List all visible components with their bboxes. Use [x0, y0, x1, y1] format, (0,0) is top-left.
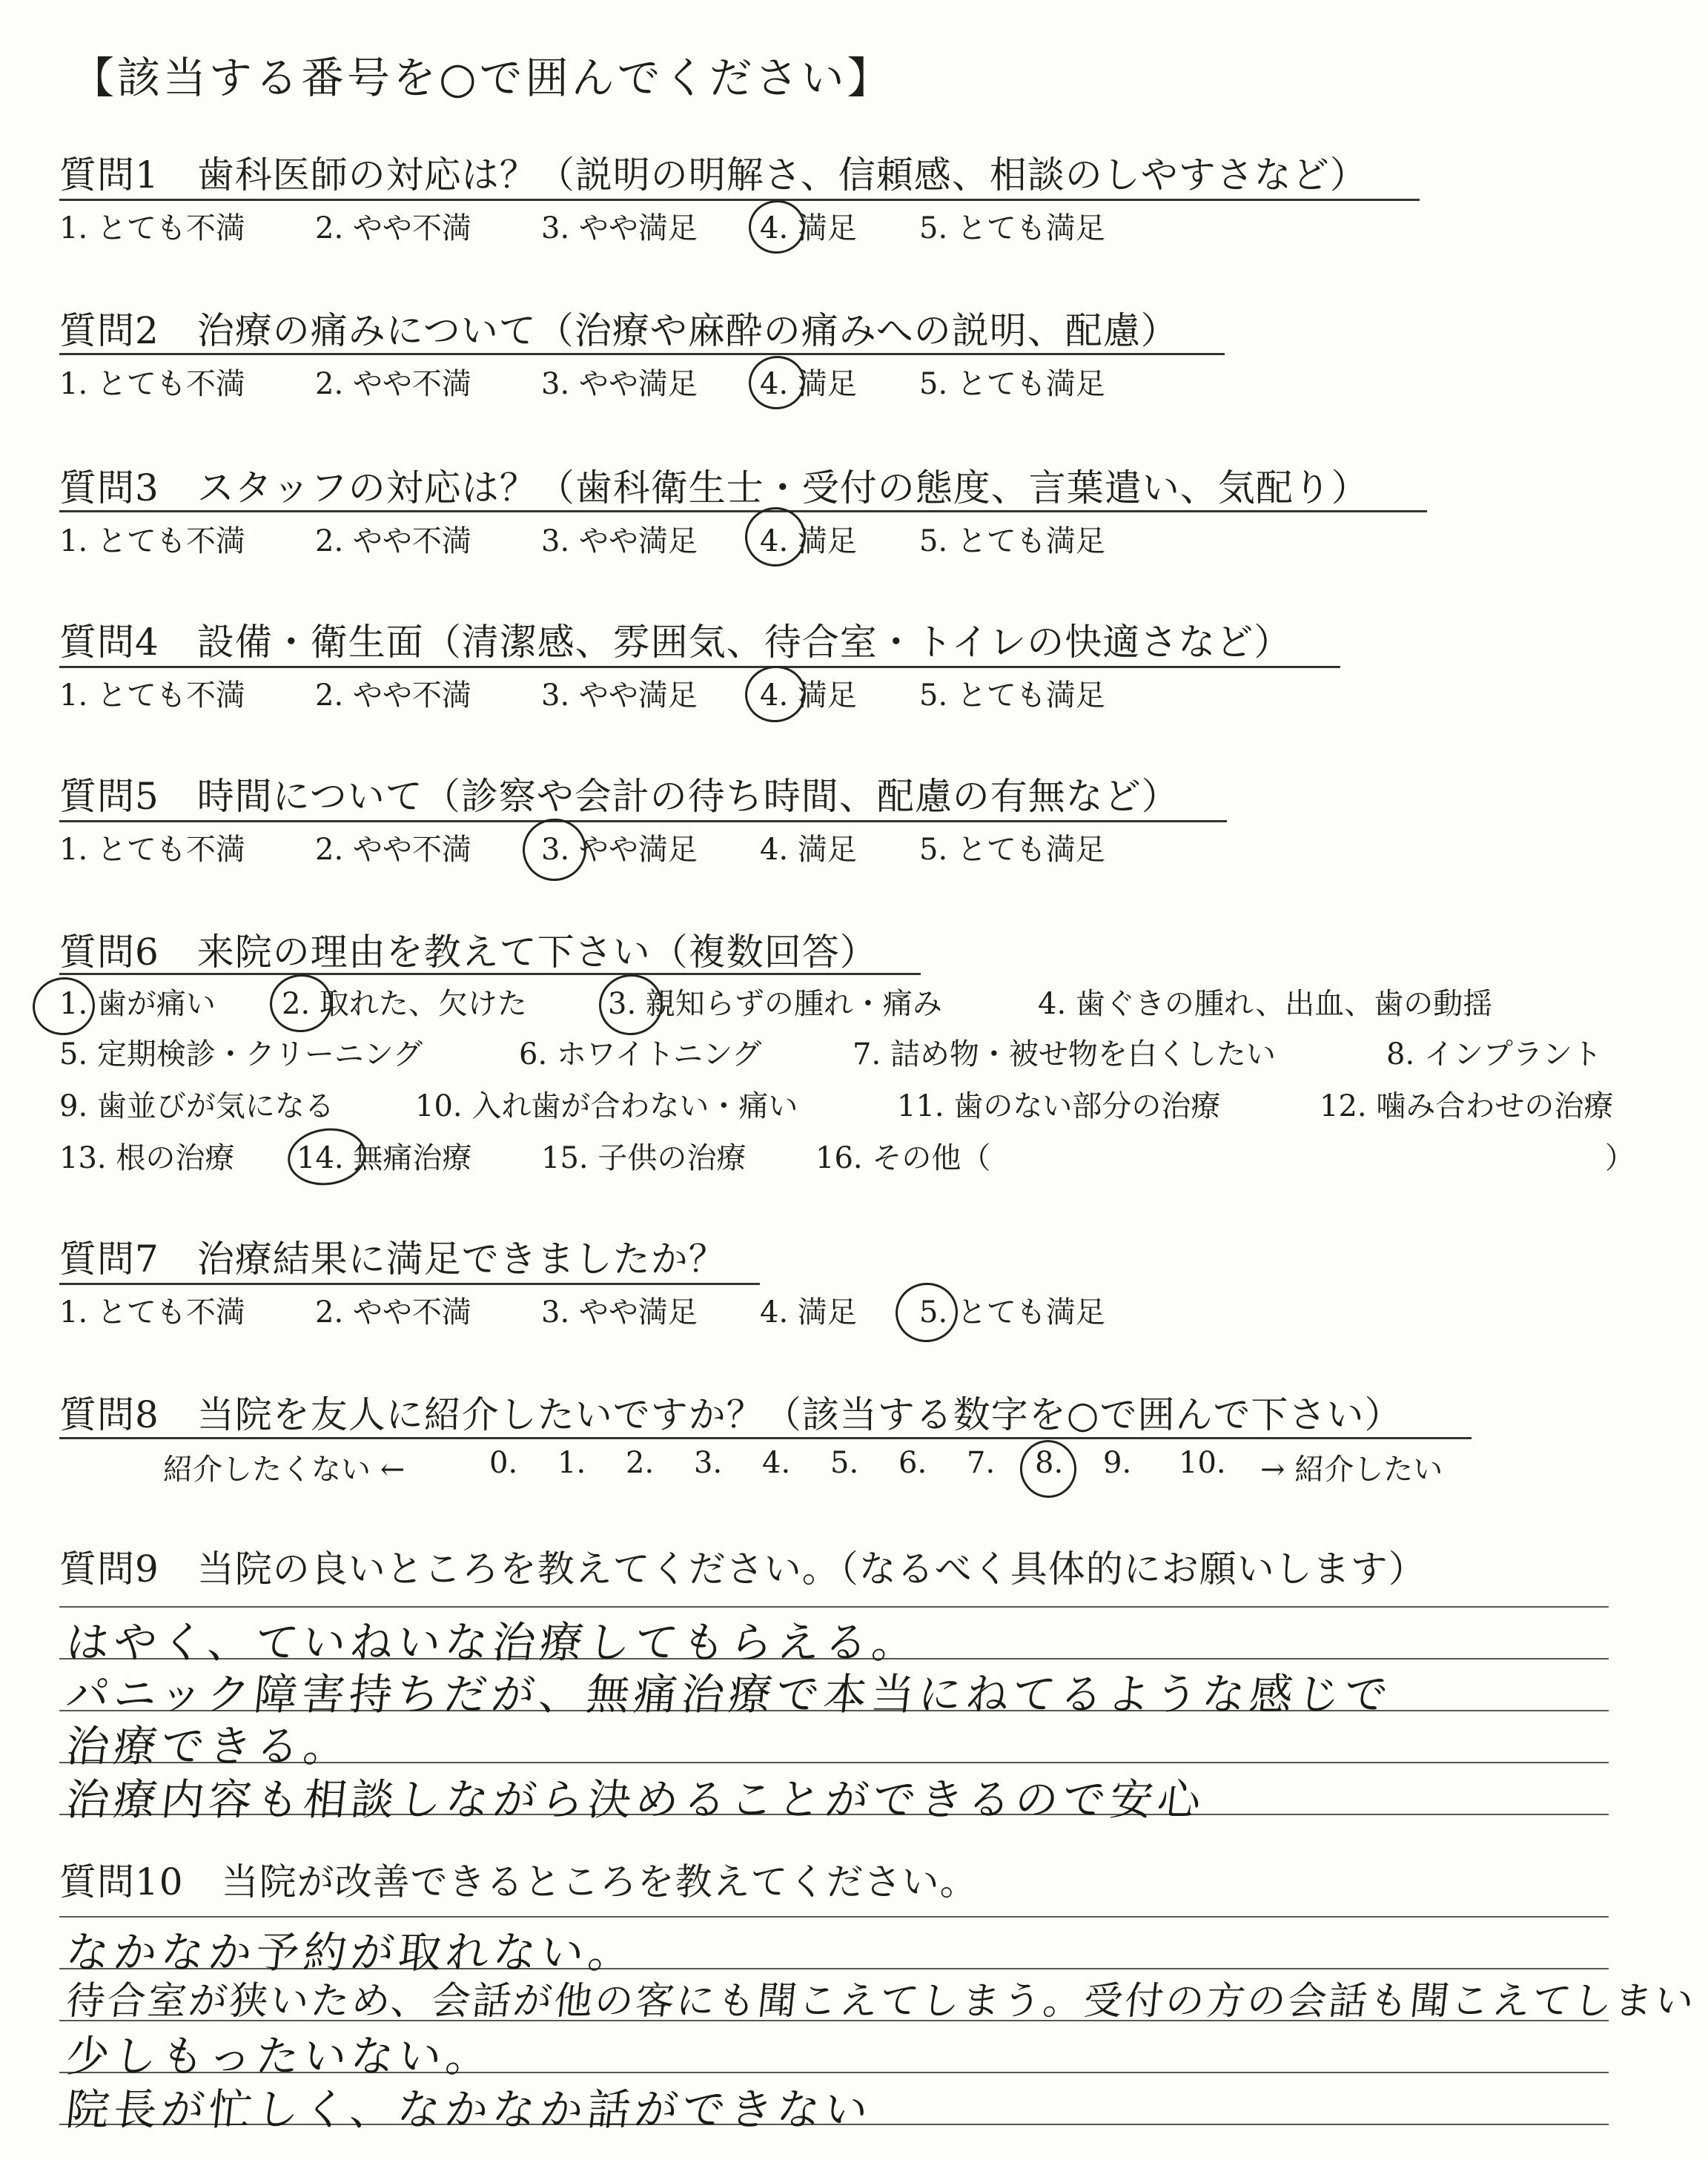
reason-14[interactable]: 14. 無痛治療: [297, 1141, 472, 1175]
question-2-label: 質問2 治療の痛みについて（治療や麻酔の痛みへの説明、配慮）: [59, 309, 1179, 352]
reason-4[interactable]: 4. 歯ぐきの腫れ、出血、歯の動揺: [1038, 987, 1493, 1021]
reason-10[interactable]: 10. 入れ歯が合わない・痛い: [415, 1089, 798, 1123]
question-7-options: [59, 1289, 1690, 1333]
option-4[interactable]: 4. 満足: [760, 1295, 857, 1330]
reason-16[interactable]: 16. その他（: [815, 1141, 991, 1175]
reason-13[interactable]: 13. 根の治療: [59, 1141, 235, 1175]
scale-high-label: → 紹介したい: [1260, 1453, 1443, 1487]
question-10-label: 質問10 当院が改善できるところを教えてください。: [59, 1860, 978, 1903]
reason-row-1: [59, 980, 1690, 1025]
good-point-answer-line-3: 治療できる。: [63, 1721, 354, 1771]
option-2[interactable]: 2. やや不満: [315, 678, 471, 713]
option-5[interactable]: 5. とても満足: [919, 678, 1105, 713]
option-2[interactable]: 2. やや不満: [315, 1295, 471, 1330]
option-4[interactable]: 4. 満足: [760, 678, 857, 713]
question-9-label: 質問9 当院の良いところを教えてください。（なるべく具体的にお願いします）: [59, 1548, 1426, 1591]
option-5[interactable]: 5. とても満足: [919, 367, 1105, 401]
option-4[interactable]: 4. 満足: [760, 211, 857, 245]
option-2[interactable]: 2. やや不満: [315, 524, 471, 558]
good-point-answer-line-4: 治療内容も相談しながら決めることができるので安心: [63, 1774, 1208, 1825]
recommend-scale: [163, 1446, 1572, 1490]
option-1[interactable]: 1. とても不満: [59, 367, 245, 401]
option-2[interactable]: 2. やや不満: [315, 211, 471, 245]
reason-16-close-paren: ）: [1605, 1141, 1635, 1175]
question-7-underline: [59, 1283, 760, 1285]
scale-9[interactable]: 9.: [1103, 1446, 1132, 1480]
option-1[interactable]: 1. とても不満: [59, 1295, 245, 1330]
reason-row-3: [59, 1083, 1690, 1127]
reason-5[interactable]: 5. 定期検診・クリーニング: [59, 1037, 423, 1071]
good-point-answer-line-2: パニック障害持ちだが、無痛治療で本当にねてるような感じで: [63, 1669, 1395, 1720]
question-2-underline: [59, 353, 1225, 355]
question-8-label: 質問8 当院を友人に紹介したいですか？（該当する数字を○で囲んで下さい）: [59, 1393, 1403, 1436]
scale-1[interactable]: 1.: [557, 1446, 586, 1480]
question-5-options: [59, 826, 1690, 871]
question-8-underline: [59, 1437, 1472, 1439]
scale-6[interactable]: 6.: [898, 1446, 927, 1480]
question-3-underline: [59, 510, 1427, 512]
page-title: 【該当する番号を○で囲んでください】: [71, 53, 893, 103]
question-5-label: 質問5 時間について（診察や会計の待ち時間、配慮の有無など）: [59, 775, 1179, 818]
option-4[interactable]: 4. 満足: [760, 367, 857, 401]
option-2[interactable]: 2. やや不満: [315, 833, 471, 867]
reason-12[interactable]: 12. 噛み合わせの治療: [1320, 1089, 1614, 1123]
option-3[interactable]: 3. やや満足: [541, 1295, 698, 1330]
reason-row-4: [59, 1135, 1690, 1179]
question-1-underline: [59, 199, 1420, 201]
option-3[interactable]: 3. やや満足: [541, 367, 698, 401]
reason-row-2: [59, 1031, 1690, 1075]
reason-6[interactable]: 6. ホワイトニング: [519, 1037, 762, 1071]
question-6-label: 質問6 来院の理由を教えて下さい（複数回答）: [59, 931, 878, 974]
scale-low-label: 紹介したくない ←: [163, 1453, 406, 1487]
reason-8[interactable]: 8. インプラント: [1386, 1037, 1602, 1071]
option-3[interactable]: 3. やや満足: [541, 211, 698, 245]
scale-7[interactable]: 7.: [967, 1446, 996, 1480]
reason-1[interactable]: 1. 歯が痛い: [59, 987, 216, 1021]
question-6-underline: [59, 973, 921, 975]
reason-2[interactable]: 2. 取れた、欠けた: [282, 987, 527, 1021]
question-4-options: [59, 672, 1690, 716]
option-4[interactable]: 4. 満足: [760, 524, 857, 558]
improvement-answer-line-1: なかなか予約が取れない。: [63, 1927, 639, 1978]
question-7-label: 質問7 治療結果に満足できましたか？: [59, 1238, 726, 1281]
option-4[interactable]: 4. 満足: [760, 833, 857, 867]
question-4-label: 質問4 設備・衛生面（清潔感、雰囲気、待合室・トイレの快適さなど）: [59, 621, 1292, 664]
option-5[interactable]: 5. とても満足: [919, 1295, 1105, 1330]
reason-11[interactable]: 11. 歯のない部分の治療: [897, 1089, 1221, 1123]
scale-2[interactable]: 2.: [626, 1446, 655, 1480]
reason-7[interactable]: 7. 詰め物・被せ物を白くしたい: [853, 1037, 1276, 1071]
question-4-underline: [59, 666, 1340, 668]
option-2[interactable]: 2. やや不満: [315, 367, 471, 401]
reason-15[interactable]: 15. 子供の治療: [541, 1141, 747, 1175]
question-5-underline: [59, 820, 1227, 822]
reason-3[interactable]: 3. 親知らずの腫れ・痛み: [608, 987, 942, 1021]
option-3[interactable]: 3. やや満足: [541, 678, 698, 713]
option-3[interactable]: 3. やや満足: [541, 833, 698, 867]
option-5[interactable]: 5. とても満足: [919, 524, 1105, 558]
question-1-options: [59, 205, 1690, 249]
reason-9[interactable]: 9. 歯並びが気になる: [59, 1089, 334, 1123]
improvement-answer-line-4: 院長が忙しく、なかなか話ができない: [63, 2084, 875, 2135]
option-1[interactable]: 1. とても不満: [59, 678, 245, 713]
option-1[interactable]: 1. とても不満: [59, 211, 245, 245]
scale-5[interactable]: 5.: [830, 1446, 859, 1480]
option-1[interactable]: 1. とても不満: [59, 833, 245, 867]
scale-8[interactable]: 8.: [1035, 1446, 1064, 1480]
question-2-options: [59, 360, 1690, 405]
question-3-options: [59, 518, 1690, 562]
good-point-answer-line-1: はやく、ていねいな治療してもらえる。: [63, 1617, 922, 1668]
question-1-label: 質問1 歯科医師の対応は？（説明の明解さ、信頼感、相談のしやすさなど）: [59, 153, 1368, 196]
option-5[interactable]: 5. とても満足: [919, 833, 1105, 867]
scale-4[interactable]: 4.: [762, 1446, 791, 1480]
improvement-answer-line-3: 少しもったいない。: [63, 2031, 497, 2081]
improvement-answer-line-2: 待合室が狭いため、会話が他の客にも聞こえてしまう。受付の方の会話も聞こえてしまい: [64, 1979, 1698, 2024]
option-5[interactable]: 5. とても満足: [919, 211, 1105, 245]
option-3[interactable]: 3. やや満足: [541, 524, 698, 558]
scale-10[interactable]: 10.: [1179, 1446, 1226, 1480]
question-3-label: 質問3 スタッフの対応は？（歯科衛生士・受付の態度、言葉遣い、気配り）: [59, 466, 1369, 509]
scale-3[interactable]: 3.: [694, 1446, 723, 1480]
scale-0[interactable]: 0.: [489, 1446, 518, 1480]
option-1[interactable]: 1. とても不満: [59, 524, 245, 558]
